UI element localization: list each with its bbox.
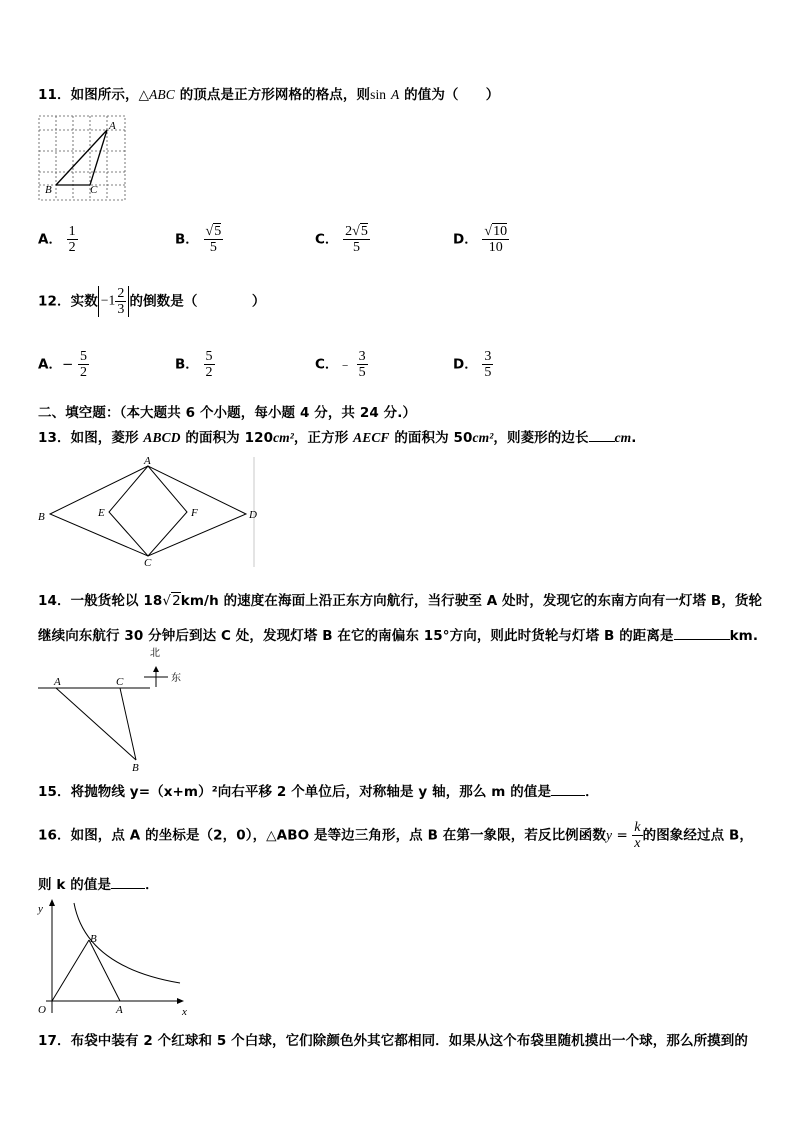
label-a: A: [54, 676, 61, 688]
label-x: x: [182, 1006, 187, 1018]
label-a: A: [116, 1004, 123, 1016]
question-14-line-2: 继续向东航行 30 分钟后到达 C 处，发现灯塔 B 在它的南偏东 15°方向，则此时货轮与灯塔 B 的距离是 km.: [38, 628, 759, 644]
question-11-stem: 11．如图所示，△ABC 的顶点是正方形网格的格点，则sin A 的值为（ ）: [38, 87, 500, 103]
question-14-line-1: 14．一般货轮以 18√2km/h 的速度在海面上沿正东方向航行，当行驶至 A 处时，发现它的东南方向有一灯塔 B，货轮: [38, 593, 763, 609]
label-y: y: [38, 903, 43, 915]
q16-answer-blank[interactable]: [111, 888, 145, 889]
north-label: 北: [150, 648, 160, 659]
label-b: B: [45, 184, 52, 196]
q13-answer-blank[interactable]: [589, 441, 615, 442]
q11-option-b[interactable]: B． $\frac{√5}{5}$: [175, 224, 222, 255]
q16-coordinate-figure: [34, 897, 190, 1019]
q11-grid-figure: [38, 115, 128, 203]
question-13-stem: 13．如图，菱形 ABCD 的面积为 120cm²，正方形 AECF 的面积为 50cm²，则菱形的边长 cm.: [38, 430, 637, 446]
label-f: F: [191, 507, 198, 519]
question-15-stem: 15．将抛物线 y=（x+m）²向右平移 2 个单位后，对称轴是 y 轴，那么 m 的值是 ．: [38, 784, 599, 800]
q11-option-c[interactable]: C． $\frac{2√5}{5}$: [315, 224, 368, 255]
question-17-stem: 17．布袋中装有 2 个红球和 5 个白球，它们除颜色外其它都相同．如果从这个布袋里随机摸出一个球，那么所摸到的: [38, 1033, 748, 1049]
q12-option-d[interactable]: D． $\frac{3}{5}$: [453, 349, 492, 380]
q11-option-a[interactable]: A． $\frac{1}{2}$: [38, 224, 76, 255]
label-o: O: [38, 1004, 46, 1016]
label-b: B: [132, 762, 139, 774]
q12-option-b[interactable]: B． $\frac{5}{2}$: [175, 349, 213, 380]
section-2-heading: 二、填空题：（本大题共 6 个小题，每小题 4 分，共 24 分.）: [38, 405, 417, 421]
q12-option-c[interactable]: C．﹣ $\frac{3}{5}$: [315, 349, 366, 380]
question-16-line-2: 则 k 的值是 ．: [38, 877, 159, 893]
label-d: D: [249, 509, 257, 521]
q14-navigation-figure: [36, 644, 186, 774]
label-e: E: [98, 507, 105, 519]
label-c: C: [116, 676, 124, 688]
label-a: A: [144, 455, 151, 467]
q13-rhombus-figure: [36, 455, 264, 570]
q14-answer-blank[interactable]: [674, 639, 730, 640]
label-a: A: [109, 120, 116, 132]
q11-option-d[interactable]: D． $\frac{√10}{10}$: [453, 224, 508, 255]
label-c: C: [144, 557, 152, 569]
label-b: B: [38, 511, 45, 523]
east-label: 东: [171, 673, 181, 684]
q15-answer-blank[interactable]: [551, 795, 585, 796]
label-c: C: [90, 184, 98, 196]
label-b: B: [90, 933, 97, 945]
question-16-line-1: 16．如图，点 A 的坐标是（2，0），△ABO 是等边三角形，点 B 在第一象限，若反比例函数y = $\frac{k}{x}$ 的图象经过点 B，: [38, 820, 753, 851]
q12-option-a[interactable]: A．− $\frac{5}{2}$: [38, 349, 87, 380]
question-12-stem: 12．实数 −1 $\frac{2}{3}$ 的倒数是（ ）: [38, 286, 266, 317]
